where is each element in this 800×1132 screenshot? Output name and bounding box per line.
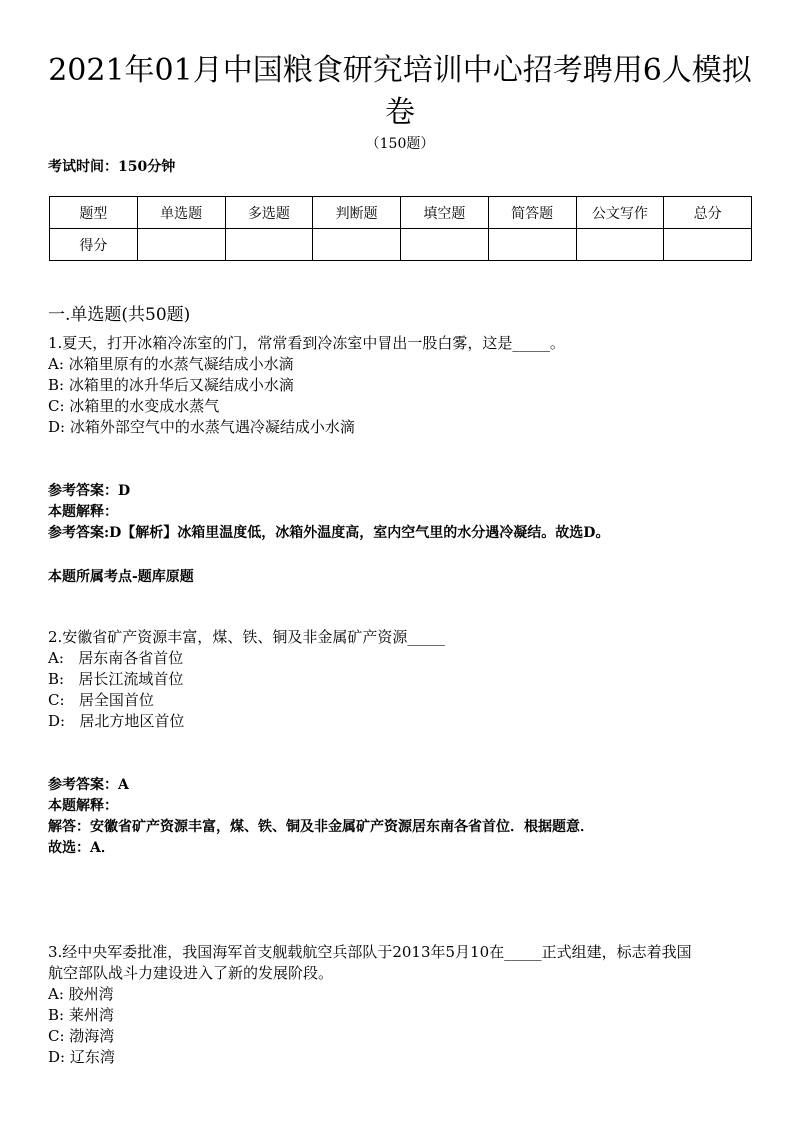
option-b: B: 莱州湾 xyxy=(48,1006,114,1024)
option-a: A: 居东南各省首位 xyxy=(48,649,184,667)
answer-block-1 xyxy=(48,481,760,544)
question-note: 本题所属考点-题库原题 xyxy=(48,569,194,585)
score-cell xyxy=(664,229,752,261)
explanation-text: 解答：安徽省矿产资源丰富，煤、铁、铜及非金属矿产资源居东南各省首位．根据题意． xyxy=(48,819,594,835)
option-c: C: 冰箱里的水变成水蒸气 xyxy=(48,397,220,415)
question-stem: 3.经中央军委批准，我国海军首支舰载航空兵部队于2013年5月10在_____正式组建，标志着我国 xyxy=(48,943,692,961)
option-d: D: 冰箱外部空气中的水蒸气遇冷凝结成小水滴 xyxy=(48,418,355,436)
option-d: D: 居北方地区首位 xyxy=(48,712,185,730)
option-a: A: 冰箱里原有的水蒸气凝结成小水滴 xyxy=(48,355,294,373)
score-table-header: 公文写作 xyxy=(576,197,664,229)
option-b: B: 冰箱里的冰升华后又凝结成小水滴 xyxy=(48,376,294,394)
question-stem: 1.夏天，打开冰箱冷冻室的门，常常看到冷冻室中冒出一股白雾，这是_____。 xyxy=(48,334,565,352)
option-c: C: 渤海湾 xyxy=(48,1027,115,1045)
page-subtitle: （150题） xyxy=(365,136,435,152)
reference-answer: 参考答案：D xyxy=(48,483,131,499)
score-row-label: 得分 xyxy=(50,229,138,261)
score-cell xyxy=(225,229,313,261)
answer-block-2 xyxy=(48,775,760,859)
question-1 xyxy=(48,333,760,438)
score-table-header-row xyxy=(50,197,752,229)
score-cell xyxy=(313,229,401,261)
explanation-label: 本题解释： xyxy=(48,504,118,520)
question-stem: 2.安徽省矿产资源丰富，煤、铁、铜及非金属矿产资源_____ xyxy=(48,628,445,646)
page-title: 2021年01月中国粮食研究培训中心招考聘用6人模拟卷 xyxy=(48,53,752,130)
question-3 xyxy=(48,942,760,1068)
score-table-header: 总分 xyxy=(664,197,752,229)
score-cell xyxy=(401,229,489,261)
section-title: 一.单选题(共50题) xyxy=(48,305,191,325)
question-stem-continued: 航空部队战斗力建设进入了新的发展阶段。 xyxy=(48,964,334,982)
explanation-label: 本题解释： xyxy=(48,798,118,814)
option-d: D: 辽东湾 xyxy=(48,1048,115,1066)
score-table-header: 填空题 xyxy=(401,197,489,229)
option-b: B: 居长江流域首位 xyxy=(48,670,184,688)
score-cell xyxy=(137,229,225,261)
score-cell xyxy=(488,229,576,261)
score-table-header: 简答题 xyxy=(488,197,576,229)
score-table xyxy=(49,196,752,261)
option-c: C: 居全国首位 xyxy=(48,691,154,709)
explanation-text: 参考答案:D【解析】冰箱里温度低，冰箱外温度高，室内空气里的水分遇冷凝结。故选D。 xyxy=(48,525,610,541)
score-table-header: 多选题 xyxy=(225,197,313,229)
score-cell xyxy=(576,229,664,261)
score-table-header: 题型 xyxy=(50,197,138,229)
reference-answer: 参考答案：A xyxy=(48,777,129,793)
option-a: A: 胶州湾 xyxy=(48,985,114,1003)
exam-time: 考试时间：150分钟 xyxy=(48,159,176,175)
score-table-header: 判断题 xyxy=(313,197,401,229)
score-table-header: 单选题 xyxy=(137,197,225,229)
score-table-score-row xyxy=(50,229,752,261)
question-2 xyxy=(48,627,760,732)
explanation-text: 故选：A． xyxy=(48,840,115,856)
